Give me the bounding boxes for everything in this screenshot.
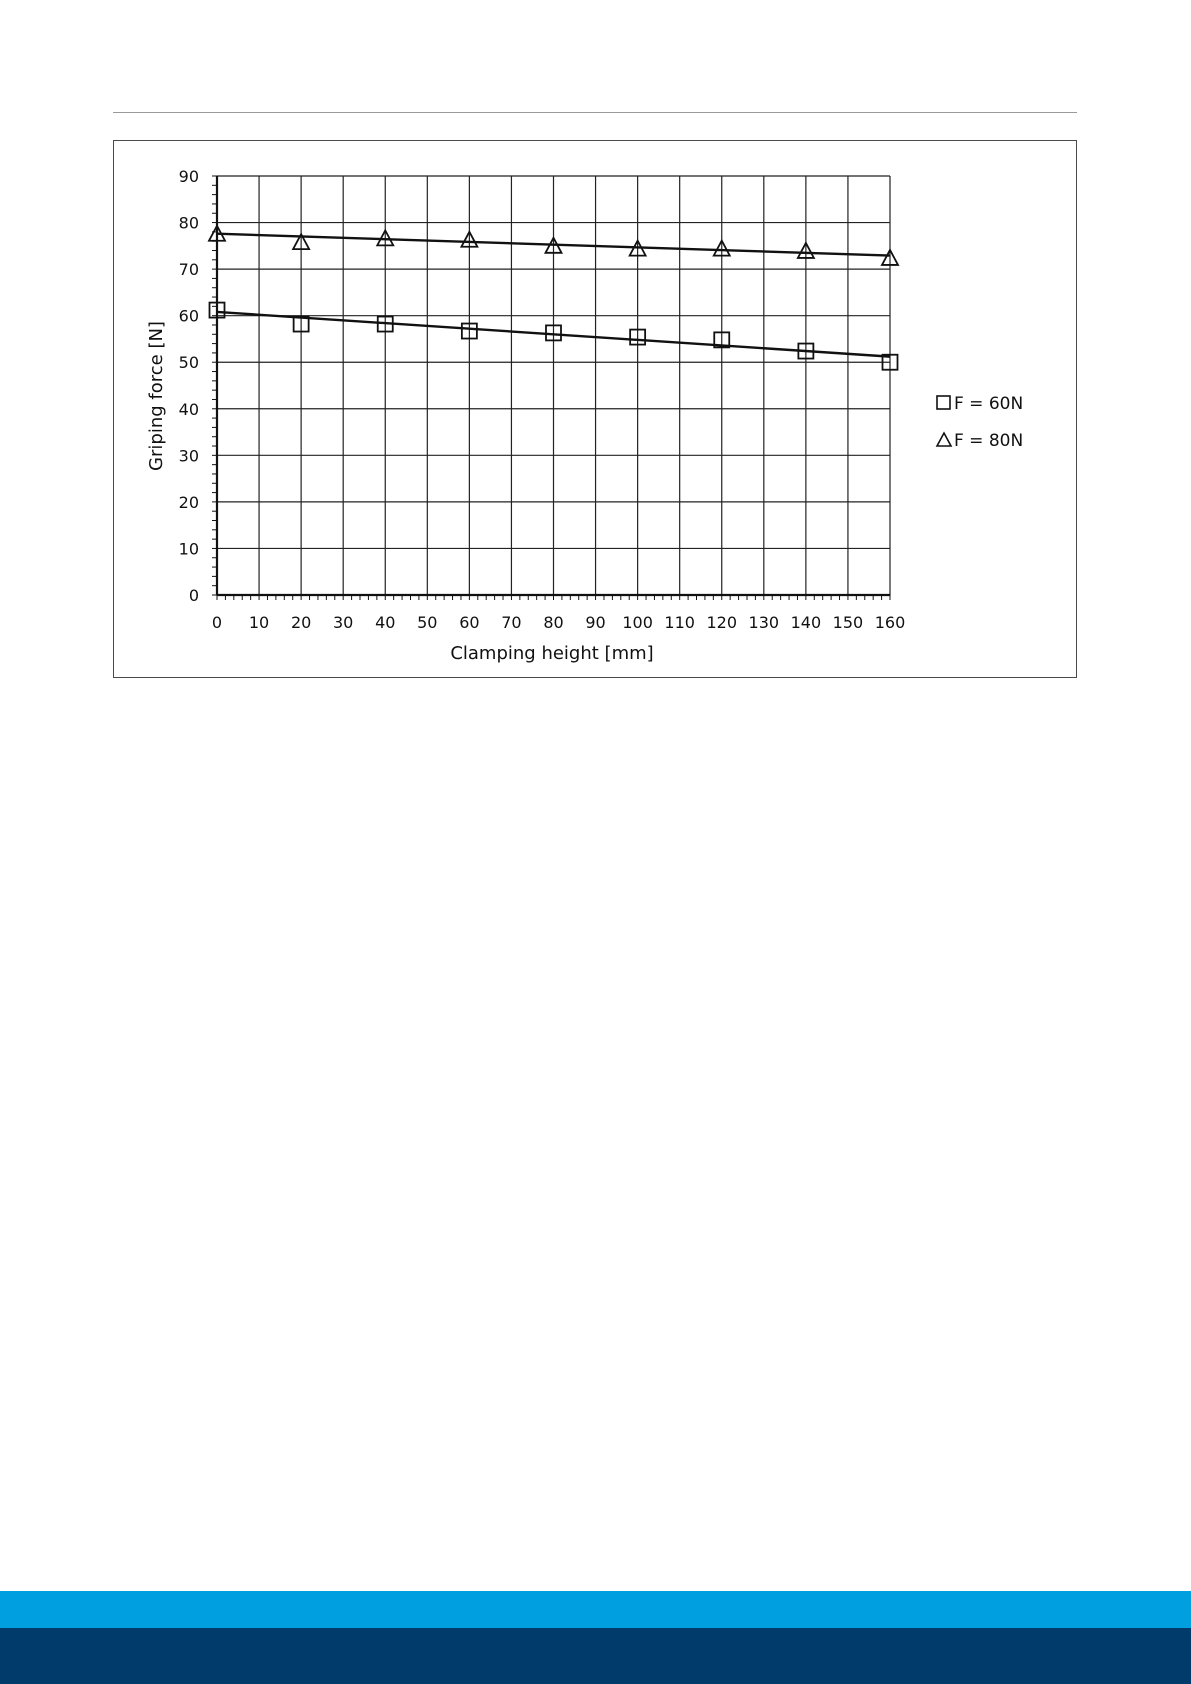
x-tick-label: 10	[248, 613, 270, 632]
header-rule	[113, 112, 1077, 113]
footer-band-light	[0, 1591, 1191, 1628]
y-tick-label: 50	[178, 353, 199, 373]
x-tick-label: 100	[622, 613, 653, 632]
x-tick-label: 60	[459, 613, 480, 632]
legend-label-80n: F = 80N	[954, 431, 1024, 451]
x-tick-label: 120	[706, 613, 738, 632]
minor-ticks	[212, 176, 890, 600]
x-tick-label: 150	[832, 613, 864, 632]
x-tick-label: 0	[211, 613, 223, 632]
y-tick-label: 40	[178, 399, 199, 419]
chart-frame	[113, 140, 1077, 678]
x-tick-label: 130	[748, 613, 780, 632]
x-tick-label: 160	[874, 613, 906, 632]
x-tick-label: 140	[790, 613, 822, 632]
footer-band-dark	[0, 1628, 1191, 1684]
legend-label-60n: F = 60N	[954, 394, 1024, 414]
x-tick-label: 90	[585, 613, 606, 632]
griping-force-chart	[114, 141, 1076, 677]
legend-item-60n	[937, 394, 1023, 414]
y-tick-label: 80	[178, 213, 199, 233]
x-tick-label: 110	[664, 613, 695, 632]
legend-triangle-icon	[937, 433, 951, 446]
x-tick-label: 20	[290, 613, 312, 632]
legend	[937, 394, 1023, 451]
legend-square-icon	[937, 396, 950, 409]
y-tick-label: 90	[178, 167, 199, 186]
x-tick-label: 70	[501, 613, 522, 632]
y-tick-label: 60	[178, 306, 199, 326]
y-tick-label: 30	[178, 446, 199, 466]
legend-item-80n	[937, 431, 1023, 451]
x-tick-label: 40	[375, 613, 396, 632]
y-tick-label: 10	[178, 539, 199, 559]
y-tick-label: 0	[188, 586, 199, 605]
x-tick-label: 30	[333, 613, 354, 632]
y-tick-label: 20	[178, 492, 199, 512]
y-axis-label: Griping force [N]	[146, 321, 167, 471]
x-axis-label: Clamping height [mm]	[450, 643, 654, 664]
x-tick-label: 80	[543, 613, 564, 632]
x-tick-label: 50	[417, 613, 438, 632]
y-tick-label: 70	[178, 260, 199, 280]
